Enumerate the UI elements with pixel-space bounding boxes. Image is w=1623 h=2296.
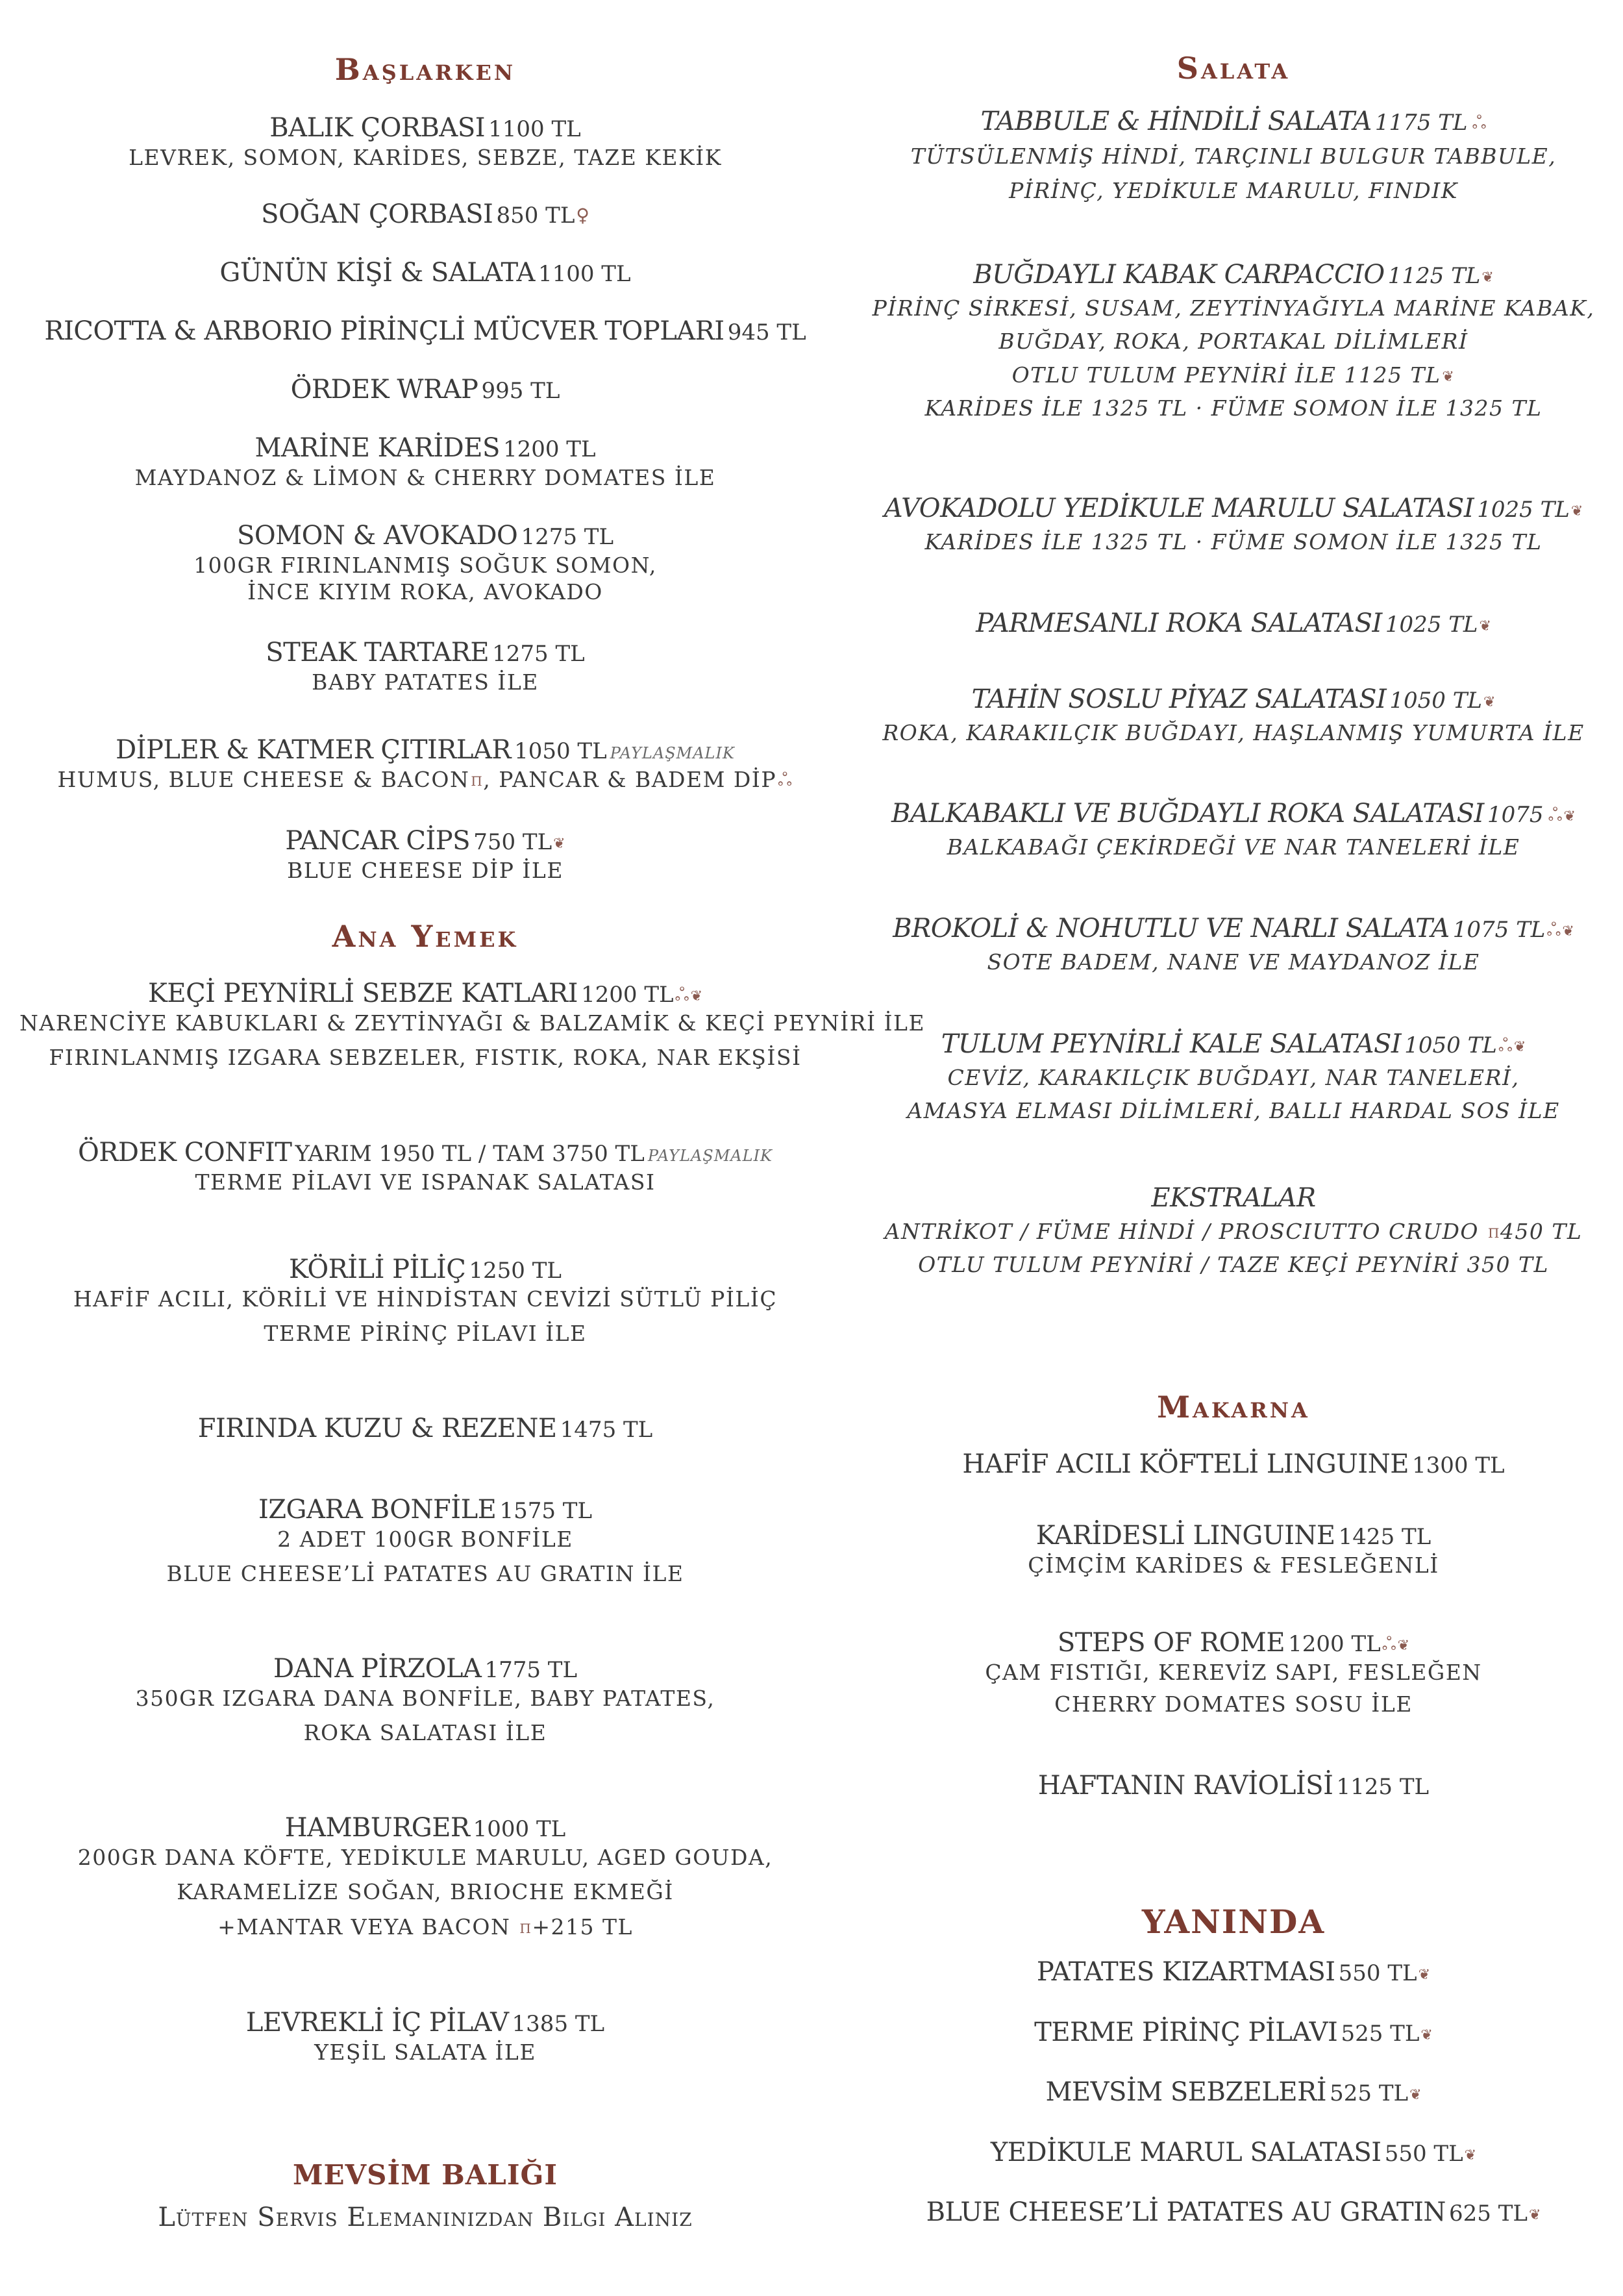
menu-item-kabak-carpaccio: [870, 258, 1597, 421]
nut-icon: ஃ: [675, 984, 689, 1005]
item-desc: ÇAM FISTIĞI, KEREVİZ SAPI, FESLEĞEN: [985, 1660, 1482, 1685]
item-price: 850 TL: [496, 203, 575, 229]
item-name: DİPLER & KATMER ÇITIRLAR: [116, 735, 511, 765]
leaf-icon: ❦: [1442, 368, 1456, 385]
item-price: 1025 TL: [1385, 612, 1478, 638]
leaf-icon: ❦: [1481, 269, 1494, 286]
menu-item-steak-tartare: [19, 636, 831, 695]
item-price: 1050 TL: [1389, 688, 1482, 714]
item-desc: TERME PİLAVI VE ISPANAK SALATASI: [195, 1169, 656, 1195]
leaf-icon: ❦: [690, 988, 703, 1004]
item-price: 550 TL: [1384, 2141, 1463, 2167]
item-name: PATATES KIZARTMASI: [1036, 1957, 1335, 1987]
item-price: 1125 TL: [1387, 263, 1481, 289]
leaf-icon: ❦: [1464, 2147, 1477, 2164]
pig-icon: ϖ: [519, 1915, 532, 1938]
item-price: 525 TL: [1341, 2021, 1420, 2047]
nut-icon: ஃ: [1498, 1034, 1513, 1056]
item-price: 525 TL: [1330, 2080, 1409, 2106]
menu-item-izgara-bonfile: [19, 1493, 831, 1588]
item-price: 1000 TL: [473, 1816, 566, 1842]
mevsim-info: [19, 2201, 831, 2234]
item-desc: LEVREK, SOMON, KARİDES, SEBZE, TAZE KEKİK: [129, 145, 722, 170]
menu-item-mevsim-sebzeleri: [870, 2076, 1597, 2108]
item-price: 1200 TL: [581, 982, 674, 1008]
item-desc: TERME PİRİNÇ PİLAVI İLE: [264, 1321, 587, 1347]
share-note: PAYLAŞMALIK: [610, 744, 735, 762]
item-desc: HUMUS, BLUE CHEESE & BACON: [57, 767, 470, 792]
item-name: MEVSİM SEBZELERİ: [1045, 2077, 1327, 2107]
menu-item-dana-pirzola: [19, 1653, 831, 1747]
item-name: BROKOLİ & NOHUTLU VE NARLI SALATA: [893, 914, 1450, 943]
item-price: 1050 TL: [1404, 1032, 1497, 1058]
item-name: HAFİF ACILI KÖFTELİ LINGUINE: [962, 1449, 1409, 1479]
item-price: 625 TL: [1449, 2201, 1528, 2227]
item-desc: MAYDANOZ & LİMON & CHERRY DOMATES İLE: [134, 465, 716, 490]
nut-icon: ஃ: [778, 769, 793, 790]
leaf-icon: ❦: [1483, 694, 1496, 710]
item-name: PANCAR CİPS: [285, 826, 471, 856]
item-name: TAHİN SOSLU PİYAZ SALATASI: [971, 684, 1387, 714]
item-name: SOMON & AVOKADO: [236, 521, 518, 551]
item-desc: BLUE CHEESE’Lİ PATATES AU GRATIN İLE: [166, 1561, 684, 1587]
item-price: 1275 TL: [492, 641, 585, 667]
item-desc: ROKA SALATASI İLE: [303, 1720, 547, 1746]
menu-item-pancar-cips: [19, 825, 831, 884]
section-title-salata: Salata: [1176, 51, 1291, 86]
item-name: RICOTTA & ARBORIO PİRİNÇLİ MÜCVER TOPLARI: [44, 316, 725, 346]
item-desc: 2 ADET 100GR BONFİLE: [277, 1527, 573, 1552]
item-price: 1200 TL: [1288, 1631, 1381, 1657]
menu-item-tabbule: [870, 105, 1597, 205]
item-price: 1425 TL: [1338, 1524, 1431, 1550]
mevsim-desc: Lütfen Servis Elemanınızdan Bilgi Alınız: [158, 2202, 693, 2232]
leaf-icon: ❦: [1397, 1638, 1410, 1654]
menu-item-firinda-kuzu: [19, 1412, 831, 1445]
item-price: 550 TL: [1338, 1960, 1417, 1986]
item-desc: BABY PATATES İLE: [312, 669, 539, 695]
item-desc: SOTE BADEM, NANE VE MAYDANOZ İLE: [987, 949, 1480, 975]
item-desc: KARAMELİZE SOĞAN, BRIOCHE EKMEĞİ: [177, 1879, 674, 1905]
pig-icon: ϖ: [1487, 1221, 1500, 1242]
item-price: 945 TL: [727, 319, 806, 345]
item-name: BLUE CHEESE’Lİ PATATES AU GRATIN: [926, 2197, 1446, 2227]
item-name: KARİDESLİ LINGUINE: [1035, 1521, 1335, 1551]
menu-item-somon-avokado: [19, 519, 831, 606]
item-desc: PİRİNÇ SİRKESİ, SUSAM, ZEYTİNYAĞIYLA MARİNE KABAK,: [872, 295, 1595, 321]
menu-item-ricotta: [19, 315, 831, 347]
item-name: TABBULE & HİNDİLİ SALATA: [980, 106, 1372, 136]
section-title-mevsim-baligi: MEVSİM BALIĞI: [293, 2159, 558, 2191]
item-price: 1175 TL: [1374, 110, 1468, 136]
menu-item-sogan-corbasi: [19, 198, 831, 231]
item-desc: OTLU TULUM PEYNİRİ / TAZE KEÇİ PEYNİRİ 350 TL: [918, 1252, 1549, 1278]
item-desc: , PANCAR & BADEM DİP: [483, 767, 777, 792]
item-price: 1275 TL: [521, 524, 614, 550]
menu-item-patates-gratin: [870, 2196, 1597, 2228]
item-desc: 200GR DANA KÖFTE, YEDİKULE MARULU, AGED GOUDA,: [77, 1845, 773, 1870]
menu-item-ordek-wrap: [19, 373, 831, 406]
leaf-icon: ❦: [1563, 808, 1576, 825]
item-price: 1125 TL: [1336, 1774, 1430, 1800]
item-name: MARİNE KARİDES: [254, 433, 500, 463]
leaf-icon: ❦: [1418, 1967, 1431, 1983]
item-price: 1300 TL: [1412, 1453, 1505, 1479]
menu-item-marine-karides: [19, 432, 831, 491]
item-price: 1025 TL: [1477, 497, 1570, 523]
item-desc: KARİDES İLE 1325 TL · FÜME SOMON İLE 1325 TL: [924, 529, 1542, 555]
item-price: 1575 TL: [499, 1498, 593, 1524]
item-desc: CHERRY DOMATES SOSU İLE: [1054, 1691, 1413, 1717]
item-name: BUĞDAYLI KABAK CARPACCIO: [973, 260, 1385, 290]
item-name: BALIK ÇORBASI: [269, 113, 486, 143]
item-desc: +215 TL: [532, 1914, 633, 1940]
item-desc: ÇİMÇİM KARİDES & FESLEĞENLİ: [1028, 1553, 1439, 1578]
menu-item-karidesli-linguine: [870, 1519, 1597, 1578]
leaf-icon: ❦: [1409, 2087, 1422, 2103]
item-desc: İNCE KIYIM ROKA, AVOKADO: [247, 579, 603, 605]
item-price: YARIM 1950 TL / TAM 3750 TL: [295, 1141, 645, 1167]
menu-item-keci-peynirli: [19, 977, 926, 1071]
item-desc: TÜTSÜLENMİŞ HİNDİ, TARÇINLI BULGUR TABBULE,: [910, 144, 1557, 169]
item-desc: BUĞDAY, ROKA, PORTAKAL DİLİMLERİ: [998, 329, 1468, 355]
leaf-icon: ❦: [1420, 2027, 1433, 2043]
item-desc: BLUE CHEESE DİP İLE: [287, 858, 564, 883]
menu-item-parmesanli-roka: [870, 607, 1597, 640]
menu-item-patates-kizartmasi: [870, 1956, 1597, 1988]
menu-item-dipler: [19, 734, 831, 793]
item-desc: KARİDES İLE 1325 TL · FÜME SOMON İLE 1325 TL: [924, 395, 1542, 421]
leaf-icon: ❦: [1479, 618, 1491, 634]
menu-item-ravioli: [870, 1769, 1597, 1802]
item-price: 995 TL: [481, 378, 560, 404]
nut-icon: ஃ: [1472, 112, 1487, 133]
leaf-icon: ❦: [1570, 503, 1583, 519]
item-name: HAFTANIN RAVİOLİSİ: [1037, 1771, 1333, 1801]
item-name: SOĞAN ÇORBASI: [261, 199, 493, 229]
item-price: 1385 TL: [512, 2011, 605, 2037]
wine-glass-icon: ♀: [576, 205, 589, 226]
item-name: HAMBURGER: [284, 1813, 470, 1843]
section-title-makarna: Makarna: [1157, 1390, 1310, 1425]
item-name: ÖRDEK CONFIT: [78, 1138, 292, 1167]
menu-item-brokoli: [870, 912, 1597, 975]
menu-item-piyaz: [870, 683, 1597, 746]
item-name: PARMESANLI ROKA SALATASI: [976, 608, 1382, 638]
item-desc: NARENCİYE KABUKLARI & ZEYTİNYAĞI & BALZAMİK & KEÇİ PEYNİRİ İLE: [19, 1010, 926, 1036]
menu-item-kofteli-linguine: [870, 1448, 1597, 1480]
nut-icon: ஃ: [1546, 919, 1561, 940]
item-name: EKSTRALAR: [1151, 1183, 1316, 1213]
menu-item-levrekli-pilav: [19, 2006, 831, 2065]
item-desc: BALKABAĞI ÇEKİRDEĞİ VE NAR TANELERİ İLE: [947, 834, 1520, 860]
item-desc: CEVİZ, KARAKILÇIK BUĞDAYI, NAR TANELERİ,: [947, 1065, 1520, 1090]
menu-item-balik-corbasi: [19, 112, 831, 171]
item-name: ÖRDEK WRAP: [290, 375, 478, 405]
menu-item-ordek-confit: [19, 1136, 831, 1195]
menu-item-tulum-kale: [870, 1028, 1597, 1125]
item-name: IZGARA BONFİLE: [258, 1495, 497, 1525]
menu-item-terme-pilav: [870, 2016, 1597, 2049]
item-name: STEAK TARTARE: [266, 638, 489, 668]
share-note: PAYLAŞMALIK: [647, 1147, 773, 1165]
item-price: 1075 TL: [1452, 917, 1546, 943]
nut-icon: ஃ: [1381, 1633, 1396, 1654]
section-title-yaninda: YANINDA: [1141, 1903, 1326, 1941]
section-title-baslarken: Başlarken: [334, 52, 516, 87]
menu-item-hamburger: [19, 1812, 831, 1940]
item-price: 1475 TL: [560, 1417, 653, 1443]
item-price: 1775 TL: [484, 1657, 578, 1683]
item-price: 1075: [1487, 802, 1544, 828]
item-desc: HAFİF ACILI, KÖRİLİ VE HİNDİSTAN CEVİZİ SÜTLÜ PİLİÇ: [73, 1286, 778, 1312]
item-price: 1100 TL: [488, 116, 581, 142]
item-desc: +MANTAR VEYA BACON: [217, 1914, 511, 1940]
item-price: 1050 TL: [514, 738, 607, 764]
item-name: LEVREKLİ İÇ PİLAV: [245, 2008, 509, 2038]
menu-item-avokadolu-marul: [870, 492, 1597, 555]
item-name: YEDİKULE MARUL SALATASI: [990, 2138, 1381, 2167]
item-name: STEPS OF ROME: [1057, 1628, 1285, 1658]
item-name: BALKABAKLI VE BUĞDAYLI ROKA SALATASI: [891, 799, 1484, 829]
leaf-icon: ❦: [1562, 923, 1574, 940]
item-name: TERME PİRİNÇ PİLAVI: [1034, 2017, 1338, 2047]
item-name: KÖRİLİ PİLİÇ: [289, 1254, 466, 1284]
item-desc: AMASYA ELMASI DİLİMLERİ, BALLI HARDAL SOS İLE: [907, 1098, 1560, 1124]
menu-item-yedikule-marul: [870, 2136, 1597, 2169]
leaf-icon: ❦: [1513, 1039, 1526, 1055]
item-name: TULUM PEYNİRLİ KALE SALATASI: [941, 1029, 1402, 1059]
item-desc: YEŞİL SALATA İLE: [314, 2040, 536, 2065]
item-name: GÜNÜN KİŞİ & SALATA: [219, 258, 535, 288]
menu-item-steps-of-rome: [870, 1627, 1597, 1718]
item-name: AVOKADOLU YEDİKULE MARULU SALATASI: [884, 493, 1474, 523]
item-desc: 350GR IZGARA DANA BONFİLE, BABY PATATES,: [135, 1686, 715, 1711]
item-desc: 100GR FIRINLANMIŞ SOĞUK SOMON,: [193, 553, 657, 578]
pig-icon: ϖ: [471, 769, 484, 790]
item-price: 750 TL: [473, 829, 552, 855]
item-desc: ANTRİKOT / FÜME HİNDİ / PROSCIUTTO CRUDO: [884, 1219, 1479, 1244]
menu-item-balkabakli-roka: [870, 797, 1597, 860]
item-desc: OTLU TULUM PEYNİRİ İLE 1125 TL: [1011, 362, 1441, 388]
leaf-icon: ❦: [553, 836, 565, 852]
item-name: DANA PİRZOLA: [273, 1654, 482, 1684]
item-price: 1100 TL: [538, 261, 631, 287]
menu-item-gunun-kisi: [19, 256, 831, 289]
item-name: FIRINDA KUZU & REZENE: [197, 1414, 557, 1443]
item-price: 1200 TL: [502, 436, 596, 462]
item-name: KEÇİ PEYNİRLİ SEBZE KATLARI: [147, 979, 578, 1008]
section-title-ana-yemek: Ana Yemek: [332, 919, 519, 954]
menu-item-korili-pilic: [19, 1253, 831, 1347]
item-desc: 450 TL: [1500, 1219, 1583, 1244]
leaf-icon: ❦: [1529, 2207, 1541, 2223]
item-desc: PİRİNÇ, YEDİKULE MARULU, FINDIK: [1009, 178, 1458, 204]
item-desc: FIRINLANMIŞ IZGARA SEBZELER, FISTIK, ROKA, NAR EKŞİSİ: [49, 1045, 802, 1071]
item-price: 1250 TL: [469, 1258, 562, 1284]
nut-icon: ஃ: [1548, 804, 1563, 825]
item-desc: ROKA, KARAKILÇIK BUĞDAYI, HAŞLANMIŞ YUMURTA İLE: [882, 720, 1585, 745]
menu-item-ekstralar: [870, 1182, 1597, 1279]
